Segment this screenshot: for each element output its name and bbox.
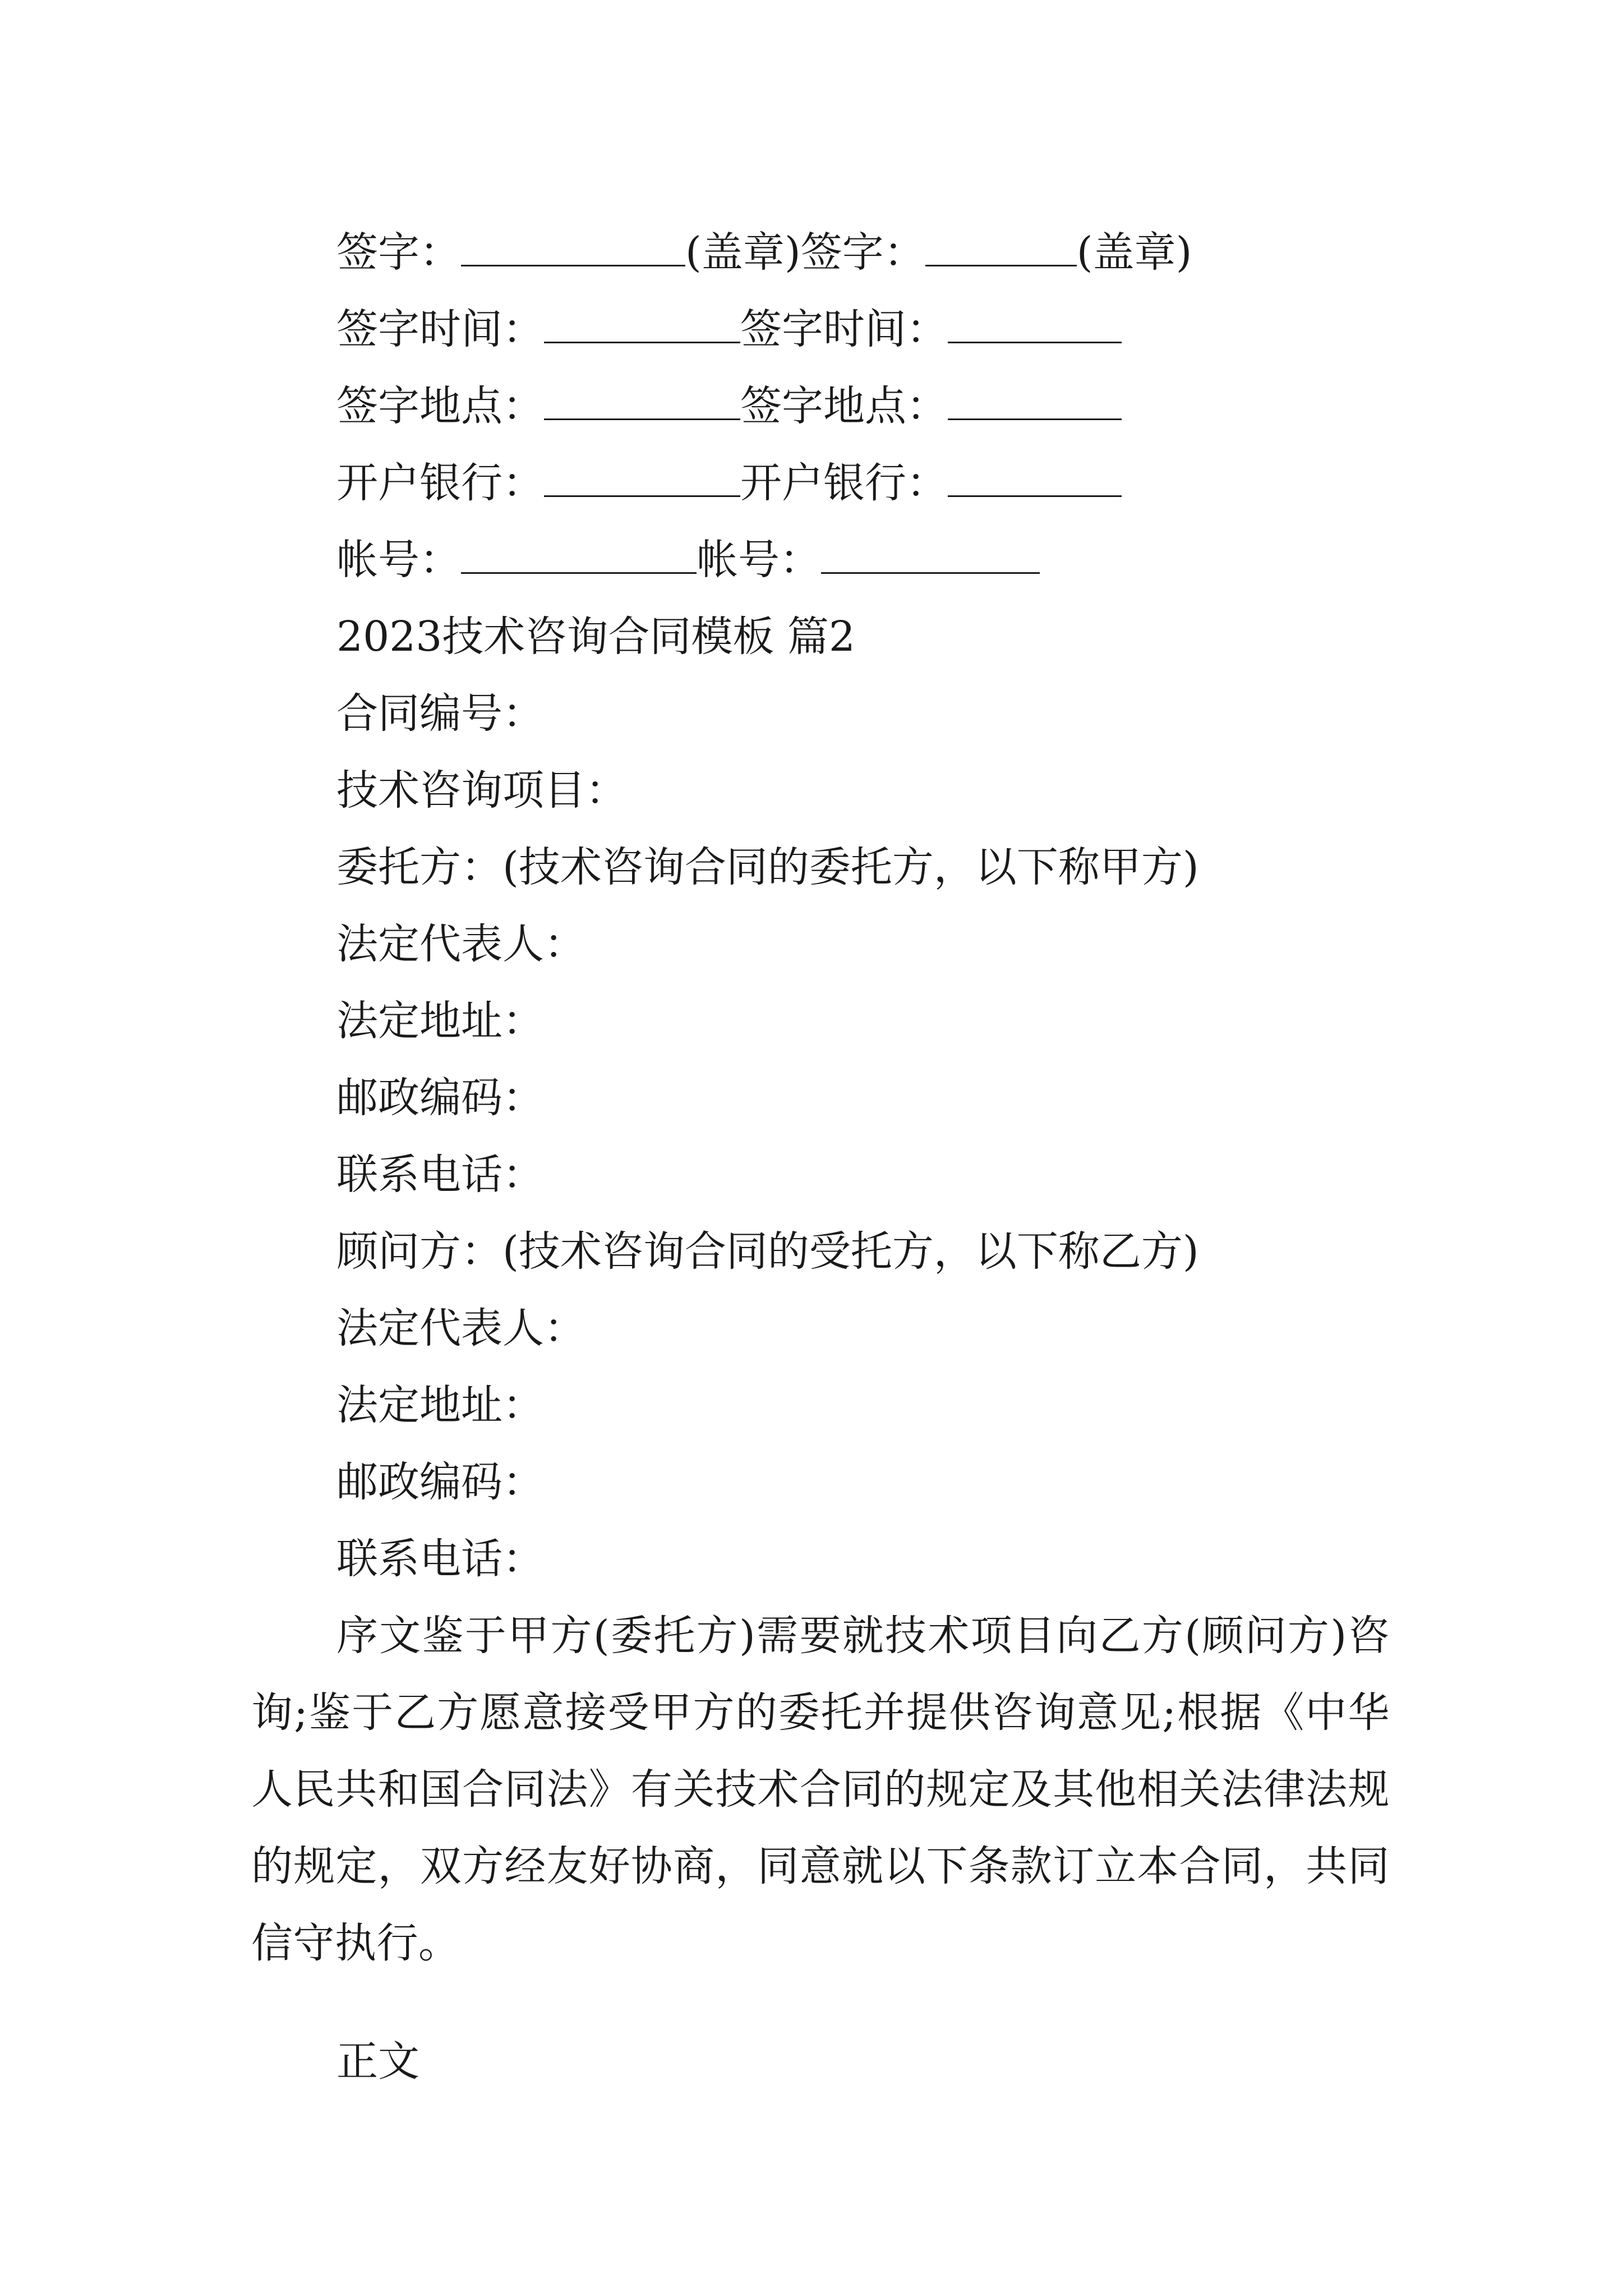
signature-row bbox=[336, 214, 1390, 291]
account-blank-b bbox=[821, 537, 1040, 574]
account-blank-a bbox=[461, 537, 697, 574]
field-client-postcode: 邮政编码： bbox=[336, 1074, 544, 1122]
sign-place-row bbox=[336, 368, 1390, 445]
document-content bbox=[251, 214, 1390, 2100]
field-consultant-postcode: 邮政编码： bbox=[336, 1458, 544, 1506]
sign-time-row bbox=[336, 291, 1390, 368]
sign-place-label-a: 签字地点： bbox=[336, 382, 544, 430]
sign-place-blank-a bbox=[544, 384, 740, 420]
account-label-b: 帐号： bbox=[697, 536, 821, 584]
bank-blank-b bbox=[948, 461, 1122, 497]
field-consultant-address: 法定地址： bbox=[336, 1381, 544, 1429]
section-title: 2023技术咨询合同模板 篇2 bbox=[336, 613, 855, 661]
bank-label-a: 开户银行： bbox=[336, 459, 544, 507]
seal-label-b: (盖章) bbox=[1076, 228, 1192, 277]
field-consultant-phone: 联系电话： bbox=[336, 1535, 544, 1583]
preamble-paragraph: 序文鉴于甲方(委托方)需要就技术项目向乙方(顾问方)咨询;鉴于乙方愿意接受甲方的委托并提供咨询意见;根据《中华人民共和国合同法》有关技术合同的规定及其他相关法律法规的规定，双方经友好协商，同意就以下条款订立本合同，共同信守执行。 bbox=[251, 1612, 1390, 1967]
bank-blank-a bbox=[544, 461, 740, 497]
field-client-phone: 联系电话： bbox=[336, 1151, 544, 1199]
account-row bbox=[336, 522, 1390, 599]
bank-row bbox=[336, 445, 1390, 522]
sign-time-label-b: 签字时间： bbox=[740, 305, 948, 353]
sign-blank-a bbox=[461, 230, 685, 266]
sign-time-label-a: 签字时间： bbox=[336, 305, 544, 353]
field-client-address: 法定地址： bbox=[336, 997, 544, 1045]
seal-label-a: (盖章) bbox=[685, 228, 801, 277]
field-consulting-project: 技术咨询项目： bbox=[336, 766, 627, 815]
sign-place-blank-b bbox=[948, 384, 1122, 420]
account-label-a: 帐号： bbox=[336, 536, 461, 584]
sign-blank-b bbox=[925, 230, 1077, 266]
sign-time-blank-a bbox=[544, 307, 740, 343]
sign-label-a: 签字： bbox=[336, 228, 461, 277]
sign-label-b: 签字： bbox=[800, 228, 925, 277]
field-consultant: 顾问方：(技术咨询合同的受托方，以下称乙方) bbox=[336, 1227, 1199, 1276]
sign-place-label-b: 签字地点： bbox=[740, 382, 948, 430]
field-client: 委托方：(技术咨询合同的委托方，以下称甲方) bbox=[336, 843, 1199, 891]
field-consultant-legal-rep: 法定代表人： bbox=[336, 1304, 585, 1352]
field-client-legal-rep: 法定代表人： bbox=[336, 920, 585, 968]
bank-label-b: 开户银行： bbox=[740, 459, 948, 507]
field-contract-number: 合同编号： bbox=[336, 689, 544, 738]
sign-time-blank-b bbox=[948, 307, 1122, 343]
body-heading: 正文 bbox=[336, 2037, 419, 2086]
